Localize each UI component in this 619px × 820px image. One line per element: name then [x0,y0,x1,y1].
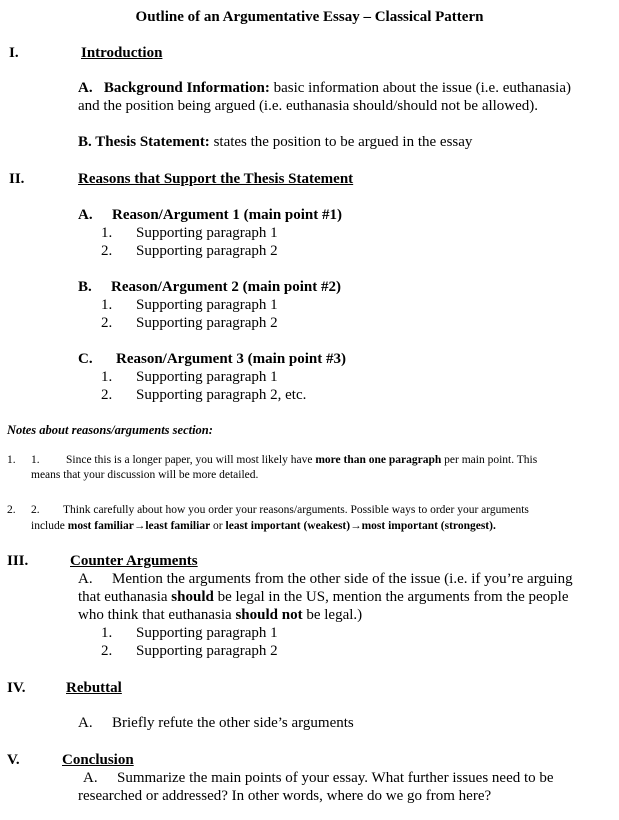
rebuttal-a-letter: A. [78,715,93,731]
list-item: Supporting paragraph 2 [136,315,278,331]
counter-a-post3: be legal.) [302,607,363,623]
counter-a-pre2: that euthanasia [78,589,172,605]
reason-title: Reason/Argument 1 (main point #1) [112,207,343,223]
list-item: Supporting paragraph 2, etc. [136,387,307,403]
list-number: 1. [101,625,113,641]
note-2-bold4: most important (strongest). [361,520,496,532]
list-number: 1. [101,225,113,241]
note-1-bold: more than one paragraph [315,454,442,466]
list-number: 2. [101,643,113,659]
counter-a-line2 [78,590,568,605]
list-number: 1. [101,369,113,385]
notes-heading: Notes about reasons/arguments section: [7,423,213,437]
note-2-line2 [31,521,496,533]
section-numeral-rebuttal: IV. [7,680,26,696]
note-1-line2: means that your discussion will be more detailed. [31,469,259,481]
intro-a-label: Background Information: [103,80,270,96]
intro-a-text1: basic information about the issue (i.e. euthanasia) [269,80,572,96]
arrow-right-icon: → [133,520,146,532]
section-numeral-counter: III. [7,553,29,569]
reason-letter: B. [78,279,92,295]
note-2-pre: include [31,520,68,532]
note-outer-number: 1. [7,454,16,466]
note-1-pre: Since this is a longer paper, you will most likely have [66,454,316,466]
note-2-mid: or [210,520,226,532]
list-item: Supporting paragraph 2 [136,243,278,259]
counter-a-line3 [78,608,362,623]
counter-a-post2: be legal in the US, mention the arguments from the people [213,589,569,605]
counter-a-letter: A. [78,571,93,587]
list-number: 1. [101,297,113,313]
note-2-bold1: most familiar [67,520,134,532]
note-2-bold3: least important (weakest) [225,520,351,532]
rebuttal-heading: Rebuttal [66,680,122,696]
conclusion-heading: Conclusion [62,752,134,768]
conclusion-a-letter: A. [83,770,98,786]
intro-heading: Introduction [81,45,163,61]
counter-a-pre3: who think that euthanasia [78,607,236,623]
list-item: Supporting paragraph 1 [136,625,278,641]
note-outer-number: 2. [7,504,16,516]
reason-title: Reason/Argument 3 (main point #3) [116,351,347,367]
counter-a-text1: Mention the arguments from the other side of the issue (i.e. if you’re arguing [112,571,573,587]
counter-a-bold3: should not [235,607,303,623]
list-item: Supporting paragraph 1 [136,369,278,385]
counter-heading: Counter Arguments [70,553,198,569]
intro-a-text2: and the position being argued (i.e. euthanasia should/should not be allowed). [78,98,539,114]
note-1-post: per main point. This [441,454,538,466]
note-inner-number: 2. [31,504,40,516]
counter-a-bold2: should [171,589,214,605]
arrow-right-icon: → [350,520,362,532]
intro-b-text: states the position to be argued in the essay [209,134,473,150]
list-number: 2. [101,315,113,331]
section-numeral-intro: I. [9,45,19,61]
note-2-bold2: least familiar [145,520,211,532]
list-item: Supporting paragraph 2 [136,643,278,659]
intro-b-label: B. Thesis Statement: [78,134,210,150]
reason-letter: C. [78,351,93,367]
reasons-heading: Reasons that Support the Thesis Statement [78,171,354,187]
section-numeral-reasons: II. [9,171,25,187]
intro-a-letter: A. [78,80,93,96]
intro-b-line [78,135,472,150]
conclusion-a-text1: Summarize the main points of your essay. What further issues need to be [117,770,554,786]
list-item: Supporting paragraph 1 [136,297,278,313]
rebuttal-a-text: Briefly refute the other side’s arguments [112,715,354,731]
page-title: Outline of an Argumentative Essay – Classical Pattern [135,9,484,25]
intro-a-line1 [78,81,571,96]
reason-letter: A. [78,207,93,223]
note-inner-number: 1. [31,454,40,466]
list-item: Supporting paragraph 1 [136,225,278,241]
note-2-line1: Think carefully about how you order your reasons/arguments. Possible ways to order your arguments [63,504,529,516]
section-numeral-conclusion: V. [7,752,20,768]
note-1-line1 [66,455,537,467]
conclusion-a-text2: researched or addressed? In other words, where do we go from here? [78,788,492,804]
reason-title: Reason/Argument 2 (main point #2) [111,279,342,295]
list-number: 2. [101,243,113,259]
list-number: 2. [101,387,113,403]
